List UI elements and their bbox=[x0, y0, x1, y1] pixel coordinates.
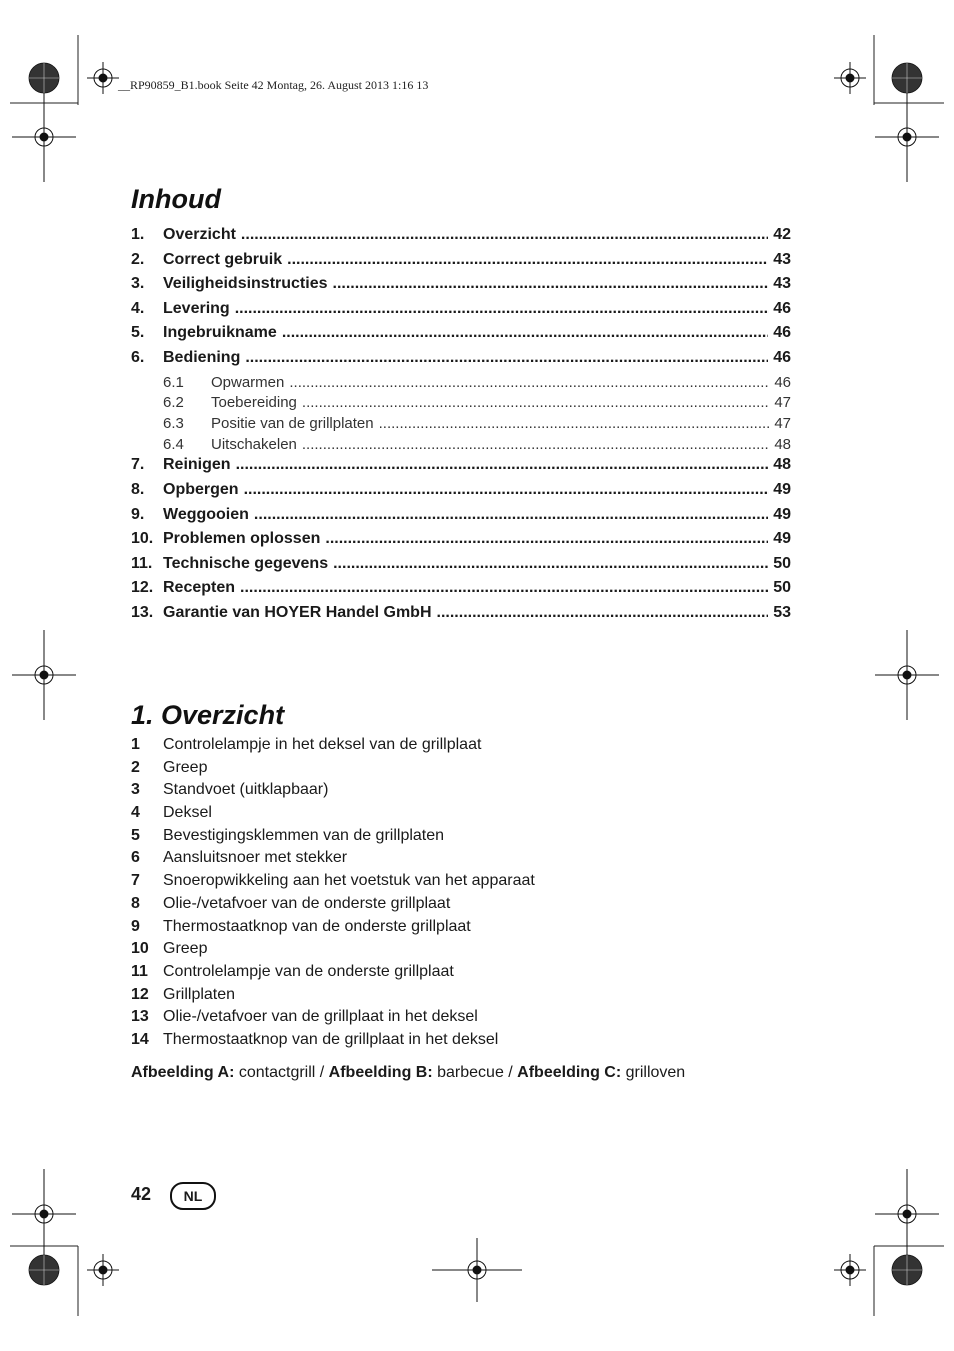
toc-entry-page: 49 bbox=[773, 480, 791, 498]
part-description: Olie-/vetafvoer van de grillplaat in het deksel bbox=[163, 1008, 478, 1026]
toc-entry bbox=[131, 555, 791, 580]
toc-entry-page: 47 bbox=[774, 394, 791, 412]
toc-entry-page: 47 bbox=[774, 414, 791, 432]
toc-leader-dots bbox=[287, 251, 768, 269]
part-number: 3 bbox=[131, 781, 140, 799]
part-number: 8 bbox=[131, 894, 140, 912]
part-description: Aansluitsnoer met stekker bbox=[163, 849, 348, 867]
toc-entry-label: Ingebruikname bbox=[163, 324, 277, 342]
toc-leader-dots bbox=[333, 275, 769, 293]
toc-entry bbox=[131, 394, 791, 415]
part-item bbox=[131, 1008, 811, 1031]
part-item bbox=[131, 895, 811, 918]
toc-leader-dots bbox=[302, 436, 769, 453]
toc-leader-dots bbox=[282, 324, 768, 342]
part-item bbox=[131, 804, 811, 827]
page-number: 42 bbox=[131, 1184, 152, 1204]
part-description: Thermostaatknop van de onderste grillplaat bbox=[163, 917, 471, 935]
part-description: Controlelampje in het deksel van de grillplaat bbox=[163, 736, 482, 753]
parts-list bbox=[131, 736, 811, 1054]
toc-entry-page: 46 bbox=[773, 299, 791, 317]
part-description: Thermostaatknop van de grillplaat in het deksel bbox=[163, 1030, 499, 1048]
toc-entry bbox=[131, 506, 791, 531]
toc-entry-label: Correct gebruik bbox=[163, 250, 283, 268]
toc-entry bbox=[131, 436, 791, 457]
part-item bbox=[131, 827, 811, 850]
toc-leader-dots bbox=[325, 530, 768, 548]
toc-entry-label: Bediening bbox=[163, 348, 241, 366]
toc-entry-page: 46 bbox=[774, 373, 791, 391]
toc-entry bbox=[131, 456, 791, 481]
toc-title: Inhoud bbox=[131, 184, 221, 214]
toc-entry-number: 1. bbox=[131, 226, 145, 243]
toc-entry-page: 46 bbox=[773, 348, 791, 366]
toc-entry bbox=[131, 226, 791, 251]
part-description: Grillplaten bbox=[163, 985, 236, 1003]
language-badge: NL bbox=[170, 1182, 216, 1210]
toc-entry-number: 6.2 bbox=[163, 394, 184, 412]
toc-entry-label: Technische gegevens bbox=[163, 554, 329, 572]
part-description: Greep bbox=[163, 758, 208, 776]
toc-entry-page: 49 bbox=[773, 505, 791, 523]
part-item bbox=[131, 940, 811, 963]
toc-entry bbox=[131, 530, 791, 555]
part-item bbox=[131, 781, 811, 804]
toc-entry-label: Reinigen bbox=[163, 456, 231, 474]
part-number: 7 bbox=[131, 872, 140, 890]
toc-entry-number: 6. bbox=[131, 348, 145, 366]
toc-entry-number: 5. bbox=[131, 324, 145, 342]
toc-entry-label: Toebereiding bbox=[211, 394, 297, 412]
toc-entry-page: 42 bbox=[773, 226, 791, 243]
part-number: 6 bbox=[131, 849, 140, 867]
toc-entry-label: Recepten bbox=[163, 579, 236, 597]
print-slug: __RP90859_B1.book Seite 42 Montag, 26. August 2013 1:16 13 bbox=[118, 78, 429, 92]
toc-leader-dots bbox=[236, 456, 769, 474]
table-of-contents bbox=[131, 226, 791, 628]
part-number: 4 bbox=[131, 804, 140, 822]
toc-entry-number: 6.3 bbox=[163, 414, 184, 432]
toc-entry-label: Positie van de grillplaten bbox=[211, 414, 374, 432]
toc-leader-dots bbox=[379, 415, 770, 432]
toc-leader-dots bbox=[245, 349, 768, 367]
toc-entry-number: 13. bbox=[131, 603, 154, 621]
toc-entry-label: Opwarmen bbox=[211, 373, 285, 391]
part-item bbox=[131, 759, 811, 782]
toc-entry-number: 3. bbox=[131, 275, 145, 293]
part-number: 1 bbox=[131, 736, 140, 753]
toc-entry-page: 43 bbox=[773, 250, 791, 268]
part-description: Bevestigingsklemmen van de grillplaten bbox=[163, 826, 445, 844]
toc-entry-page: 50 bbox=[773, 579, 791, 597]
toc-entry-number: 12. bbox=[131, 579, 154, 597]
toc-entry-label: Weggooien bbox=[163, 505, 249, 523]
part-number: 10 bbox=[131, 940, 149, 958]
part-item bbox=[131, 872, 811, 895]
part-number: 13 bbox=[131, 1008, 149, 1026]
part-number: 14 bbox=[131, 1030, 149, 1048]
toc-entry bbox=[131, 604, 791, 629]
part-description: Greep bbox=[163, 940, 208, 958]
toc-entry bbox=[131, 275, 791, 300]
part-description: Controlelampje van de onderste grillplaat bbox=[163, 962, 454, 980]
toc-entry-number: 9. bbox=[131, 505, 145, 523]
toc-entry-page: 49 bbox=[773, 530, 791, 548]
toc-entry bbox=[131, 300, 791, 325]
part-number: 2 bbox=[131, 758, 140, 776]
part-item bbox=[131, 963, 811, 986]
toc-entry-page: 48 bbox=[774, 435, 791, 453]
toc-leader-dots bbox=[254, 506, 768, 524]
toc-entry-label: Garantie van HOYER Handel GmbH bbox=[163, 603, 432, 621]
toc-leader-dots bbox=[333, 555, 768, 573]
toc-entry-page: 46 bbox=[773, 324, 791, 342]
part-number: 11 bbox=[131, 962, 148, 980]
toc-leader-dots bbox=[437, 604, 769, 622]
part-description: Olie-/vetafvoer van de onderste grillplaat bbox=[163, 894, 451, 912]
toc-entry-page: 50 bbox=[773, 554, 791, 572]
toc-leader-dots bbox=[289, 374, 769, 391]
toc-entry-number: 10. bbox=[131, 530, 154, 548]
toc-entry-label: Uitschakelen bbox=[211, 435, 297, 453]
toc-entry-page: 53 bbox=[773, 603, 791, 621]
toc-entry-page: 43 bbox=[773, 275, 791, 293]
part-item bbox=[131, 918, 811, 941]
part-description: Deksel bbox=[163, 804, 212, 822]
toc-leader-dots bbox=[241, 226, 768, 244]
part-item bbox=[131, 986, 811, 1009]
figure-a-text: contactgrill / bbox=[234, 1064, 329, 1081]
toc-entry-label: Levering bbox=[163, 299, 230, 317]
figure-legend bbox=[131, 1064, 685, 1082]
toc-entry-label: Overzicht bbox=[163, 226, 236, 243]
toc-entry-label: Veiligheidsinstructies bbox=[163, 275, 328, 293]
part-number: 5 bbox=[131, 826, 140, 844]
toc-entry-number: 4. bbox=[131, 299, 145, 317]
toc-entry-number: 6.4 bbox=[163, 435, 184, 453]
figure-c-label: Afbeelding C: bbox=[517, 1064, 622, 1081]
toc-entry bbox=[131, 579, 791, 604]
toc-entry-page: 48 bbox=[773, 456, 791, 474]
toc-entry bbox=[131, 251, 791, 276]
figure-a-label: Afbeelding A: bbox=[131, 1064, 235, 1081]
part-number: 12 bbox=[131, 985, 149, 1003]
toc-entry-number: 6.1 bbox=[163, 373, 184, 391]
figure-b-label: Afbeelding B: bbox=[328, 1064, 433, 1081]
toc-entry-number: 11. bbox=[131, 554, 153, 572]
toc-leader-dots bbox=[244, 481, 769, 499]
overview-title: 1. Overzicht bbox=[131, 700, 285, 730]
toc-leader-dots bbox=[302, 394, 769, 411]
part-item bbox=[131, 736, 811, 759]
toc-leader-dots bbox=[240, 579, 768, 597]
toc-entry-number: 7. bbox=[131, 456, 145, 474]
toc-entry bbox=[131, 374, 791, 395]
part-description: Snoeropwikkeling aan het voetstuk van het apparaat bbox=[163, 872, 535, 890]
toc-entry bbox=[131, 481, 791, 506]
toc-entry-number: 8. bbox=[131, 480, 145, 498]
part-number: 9 bbox=[131, 917, 140, 935]
figure-b-text: barbecue / bbox=[432, 1064, 518, 1081]
toc-entry bbox=[131, 415, 791, 436]
part-item bbox=[131, 1031, 811, 1054]
toc-entry bbox=[131, 324, 791, 349]
part-description: Standvoet (uitklapbaar) bbox=[163, 781, 329, 799]
toc-entry-number: 2. bbox=[131, 250, 145, 268]
toc-entry-label: Opbergen bbox=[163, 480, 239, 498]
part-item bbox=[131, 849, 811, 872]
toc-entry-label: Problemen oplossen bbox=[163, 530, 321, 548]
toc-entry bbox=[131, 349, 791, 374]
toc-leader-dots bbox=[235, 300, 769, 318]
figure-c-text: grilloven bbox=[621, 1064, 686, 1081]
